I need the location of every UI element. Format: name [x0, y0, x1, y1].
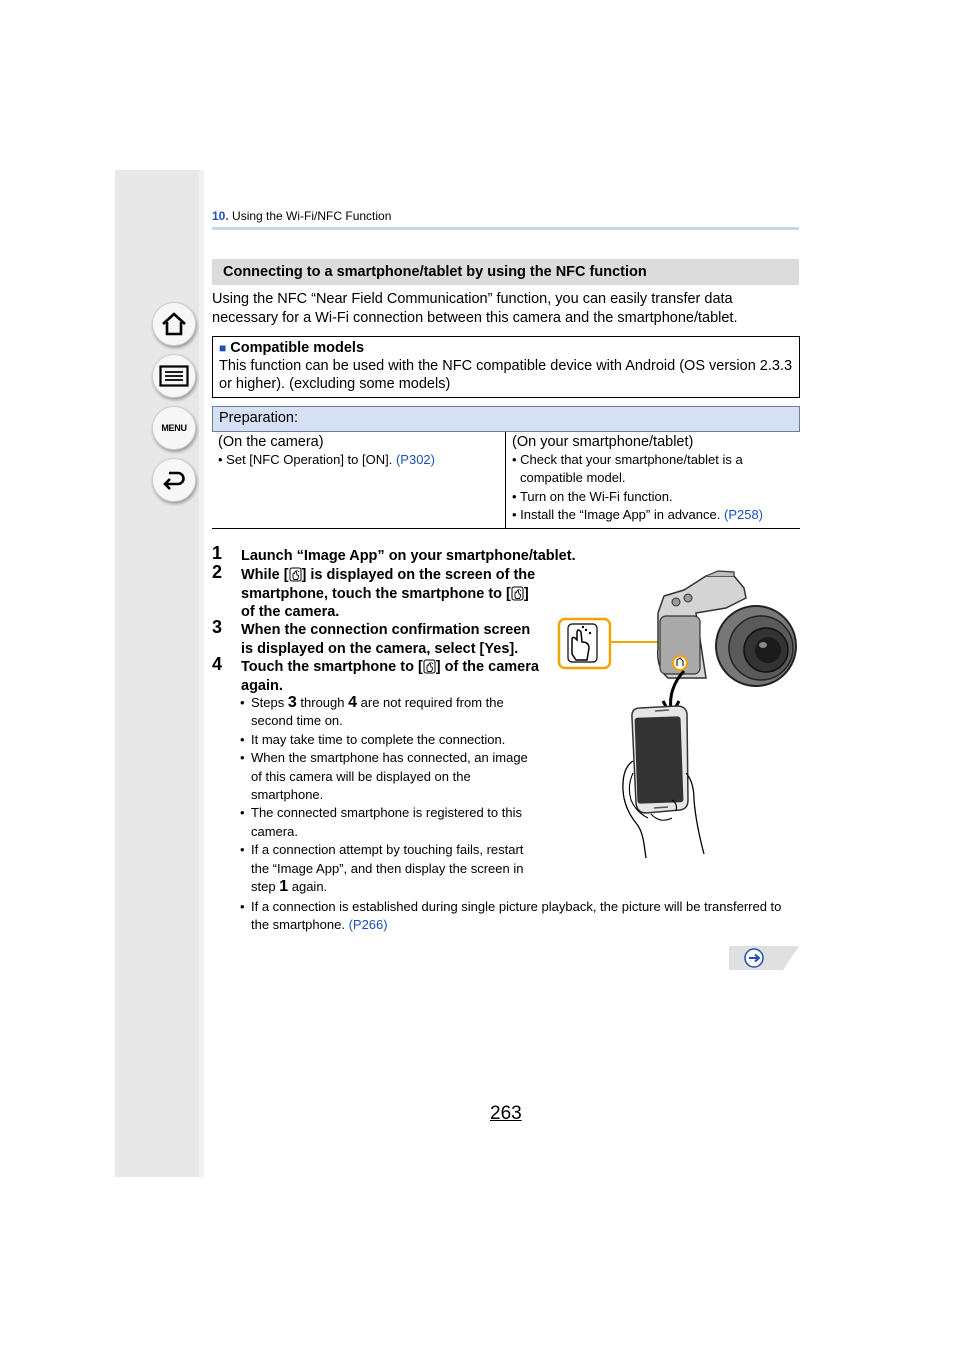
smartphone-illustration	[632, 706, 688, 813]
breadcrumb	[212, 209, 391, 223]
home-button[interactable]	[152, 302, 196, 346]
nfc-touch-icon	[511, 586, 524, 601]
note-1-a: Steps	[251, 695, 285, 710]
camera-item: • Set [NFC Operation] to [ON]. (P302)	[218, 452, 435, 467]
intro-text: Using the NFC “Near Field Communication” function, you can easily transfer data necessary for a Wi-Fi connection between this camera and the smartphone/tablet.	[212, 291, 738, 326]
phone-item-1-text: Check that your smartphone/tablet is a compatible model.	[520, 452, 743, 486]
step-3-text: When the connection confirmation screen is displayed on the camera, select [Yes].	[241, 622, 531, 657]
notes-list	[240, 694, 542, 896]
note-5-a: If a connection attempt by touching fails, restart the “Image App”, and then display the screen in step	[251, 842, 524, 895]
nfc-illustration	[556, 568, 800, 860]
step-3	[212, 617, 542, 658]
back-arrow-icon	[160, 467, 188, 493]
phone-item-3: • Install the “Image App” in advance. (P258)	[512, 506, 764, 522]
step-2-text-b: ] is displayed on the screen of the smartphone, touch the smartphone to [	[241, 567, 536, 602]
compatible-body: This function can be used with the NFC compatible device with Android (OS version 2.3.3 or higher). (excluding some models)	[219, 358, 793, 392]
step-1-text: Launch “Image App” on your smartphone/tablet.	[241, 548, 576, 564]
phone-title: (On your smartphone/tablet)	[512, 434, 694, 450]
camera-illustration	[658, 571, 796, 686]
preparation-phone	[505, 432, 800, 528]
contents-button[interactable]	[152, 354, 196, 398]
step-2-text-c: ] of the camera.	[241, 585, 529, 621]
step-2-number: 2	[212, 562, 223, 582]
menu-button[interactable]	[152, 406, 196, 450]
menu-label: MENU	[161, 423, 187, 433]
note-1-step-4: 4	[348, 694, 358, 711]
step-4-text-b: ] of the camera again.	[241, 659, 539, 694]
chapter-title: Using the Wi-Fi/NFC Function	[232, 209, 392, 223]
nfc-callout-icon	[559, 619, 610, 668]
step-1	[212, 543, 632, 566]
phone-item-2-text: Turn on the Wi-Fi function.	[519, 488, 673, 504]
chapter-number: 10.	[212, 209, 229, 223]
phone-item-3-text: Install the “Image App” in advance.	[520, 506, 721, 522]
note-5-c: again.	[291, 879, 328, 895]
note-5	[240, 841, 542, 896]
note-5-step-1: 1	[279, 878, 289, 896]
note-3: • When the smartphone has connected, an image of this camera will be displayed on the smartphone.	[240, 749, 542, 804]
sidebar-edge	[199, 170, 204, 1177]
header-rule	[212, 227, 799, 230]
compatible-heading-line	[219, 339, 793, 357]
preparation-camera	[212, 432, 505, 528]
note-6-text: If a connection is established during single picture playback, the picture will be transferred to the smartphone.	[251, 899, 782, 933]
preparation-heading: Preparation:	[212, 406, 800, 432]
note-1-e: are not required from the second time on.	[251, 695, 504, 729]
camera-item-text: Set [NFC Operation] to [ON].	[226, 452, 393, 467]
camera-title: (On the camera)	[218, 434, 324, 450]
step-4-text-a: Touch the smartphone to [	[241, 659, 423, 675]
phone-item-2: • Turn on the Wi-Fi function.	[512, 488, 673, 504]
step-4	[212, 654, 542, 695]
note-2: • It may take time to complete the connection.	[240, 731, 542, 749]
note-1	[240, 694, 542, 731]
square-bullet-icon: ■	[219, 341, 227, 355]
phone-item-1: • Check that your smartphone/tablet is a compatible model.	[512, 452, 743, 486]
compatible-models-box	[212, 336, 800, 398]
section-title: Connecting to a smartphone/tablet by using the NFC function	[212, 259, 799, 285]
step-4-number: 4	[212, 654, 223, 674]
note-4: • The connected smartphone is registered to this camera.	[240, 804, 542, 841]
home-icon	[160, 311, 188, 337]
link-p302[interactable]: (P302)	[395, 452, 435, 467]
compatible-heading: Compatible models	[230, 340, 365, 356]
note-1-step-3: 3	[287, 694, 297, 711]
page-number: 263	[490, 1103, 522, 1124]
step-1-number: 1	[212, 543, 223, 563]
step-3-number: 3	[212, 617, 223, 637]
note-6	[240, 898, 800, 935]
list-icon	[159, 365, 189, 387]
link-p266[interactable]: (P266)	[348, 917, 388, 933]
step-2	[212, 562, 542, 622]
note-1-c: through	[300, 695, 345, 710]
step-2-text-a: While [	[241, 567, 289, 583]
next-page-button[interactable]	[729, 946, 799, 970]
link-p258[interactable]: (P258)	[723, 506, 764, 522]
nfc-touch-icon	[289, 567, 302, 582]
preparation-bottom-rule	[212, 528, 800, 529]
nfc-touch-icon	[423, 659, 436, 674]
back-button[interactable]	[152, 458, 196, 502]
